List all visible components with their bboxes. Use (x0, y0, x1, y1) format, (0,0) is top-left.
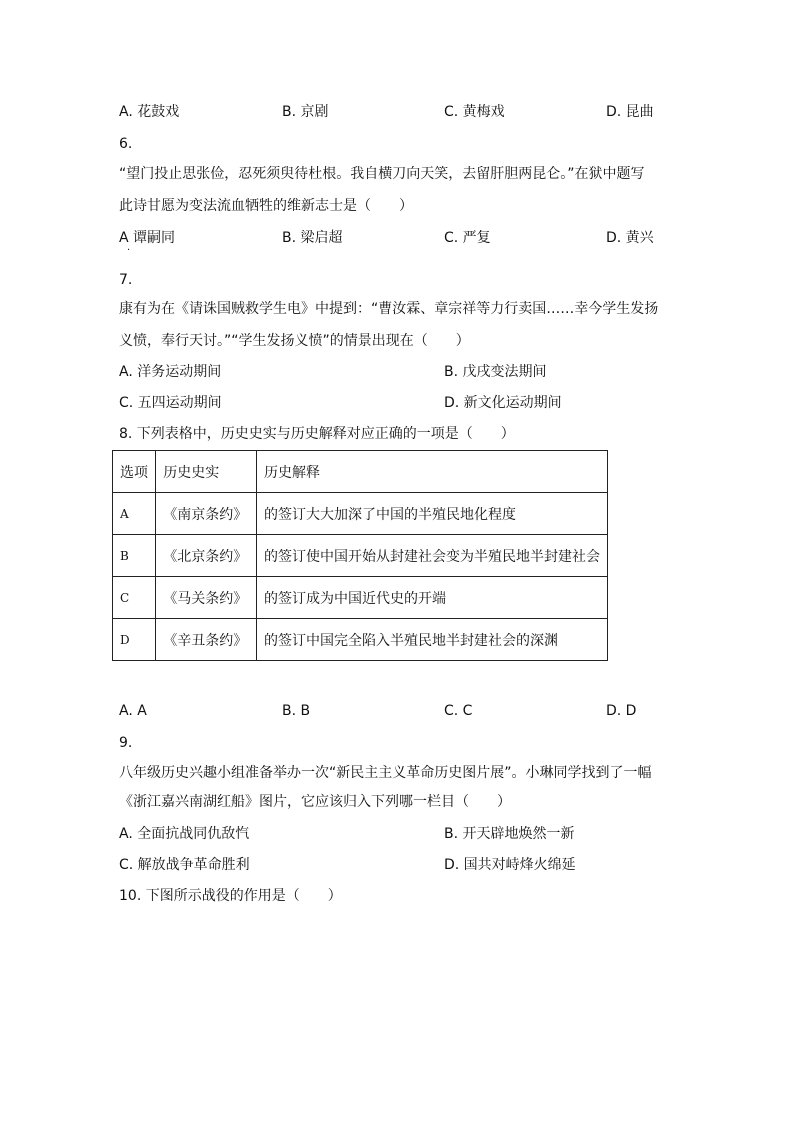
table-cell: 《南京条约》 (156, 493, 257, 535)
q9-stem-line-1: 八年级历史兴趣小组准备举办一次“新民主主义革命历史图片展”。小琳同学找到了一幅 (119, 765, 652, 781)
q5-option-a[interactable]: A. 花鼓戏 (119, 104, 180, 120)
table-row (113, 577, 608, 619)
q6-number: 6. (119, 136, 133, 152)
q6-option-a[interactable]: A 谭嗣同 (119, 230, 176, 246)
table-cell: 《马关条约》 (156, 577, 257, 619)
q8-table (112, 450, 608, 661)
q8-option-d[interactable]: D. D (606, 703, 637, 719)
table-header-cell: 历史解释 (257, 451, 608, 493)
table-header-cell: 选项 (113, 451, 156, 493)
q9-option-b[interactable]: B. 开天辟地焕然一新 (444, 826, 575, 842)
table-cell: C (113, 577, 156, 619)
q7-option-c[interactable]: C. 五四运动期间 (119, 395, 222, 411)
q6-option-b[interactable]: B. 梁启超 (282, 230, 343, 246)
table-cell: B (113, 535, 156, 577)
q9-stem-line-2: 《浙江嘉兴南湖红船》图片，它应该归入下列哪一栏目（ ） (119, 794, 511, 810)
q10-stem: 10. 下图所示战役的作用是（ ） (119, 888, 342, 904)
q5-option-b[interactable]: B. 京剧 (282, 104, 329, 120)
q7-option-d[interactable]: D. 新文化运动期间 (444, 395, 562, 411)
table-cell: D (113, 619, 156, 661)
q9-number: 9. (119, 735, 133, 751)
q7-option-b[interactable]: B. 戊戌变法期间 (444, 364, 547, 380)
table-cell: 的签订成为中国近代史的开端 (257, 577, 608, 619)
q8-option-c[interactable]: C. C (444, 703, 473, 719)
table-cell: 《辛丑条约》 (156, 619, 257, 661)
q8-stem: 8. 下列表格中，历史史实与历史解释对应正确的一项是（ ） (119, 426, 515, 442)
q6-stem-line-1: “望门投止思张俭，忍死须臾待杜根。我自横刀向天笑，去留肝胆两昆仑。”在狱中题写 (119, 166, 645, 182)
table-header-cell: 历史史实 (156, 451, 257, 493)
q7-stem-line-2: 义愤，奉行天讨。”“学生发扬义愤”的情景出现在（ ） (119, 333, 470, 349)
q8-option-a[interactable]: A. A (119, 703, 147, 719)
table-header-row (113, 451, 608, 493)
q5-option-d[interactable]: D. 昆曲 (606, 104, 654, 120)
q6-option-d[interactable]: D. 黄兴 (606, 230, 654, 246)
q7-option-a[interactable]: A. 洋务运动期间 (119, 364, 222, 380)
q9-option-d[interactable]: D. 国共对峙烽火绵延 (444, 857, 576, 873)
table-cell: 的签订中国完全陷入半殖民地半封建社会的深渊 (257, 619, 608, 661)
q5-option-c[interactable]: C. 黄梅戏 (444, 104, 505, 120)
table-row (113, 619, 608, 661)
table-cell: 的签订使中国开始从封建社会变为半殖民地半封建社会 (257, 535, 608, 577)
table-row (113, 535, 608, 577)
q9-option-a[interactable]: A. 全面抗战同仇敌忾 (119, 826, 250, 842)
q7-number: 7. (119, 272, 133, 288)
q6-option-a-dot: · (127, 245, 131, 256)
table-cell: 的签订大大加深了中国的半殖民地化程度 (257, 493, 608, 535)
table-cell: 《北京条约》 (156, 535, 257, 577)
table-cell: A (113, 493, 156, 535)
table-row (113, 493, 608, 535)
q6-option-c[interactable]: C. 严复 (444, 230, 491, 246)
q8-option-b[interactable]: B. B (282, 703, 311, 719)
q9-option-c[interactable]: C. 解放战争革命胜利 (119, 857, 250, 873)
q6-stem-line-2: 此诗甘愿为变法流血牺牲的维新志士是（ ） (119, 198, 413, 214)
q7-stem-line-1: 康有为在《请诛国贼救学生电》中提到：“曹汝霖、章宗祥等力行卖国……幸今学生发扬 (119, 301, 659, 317)
